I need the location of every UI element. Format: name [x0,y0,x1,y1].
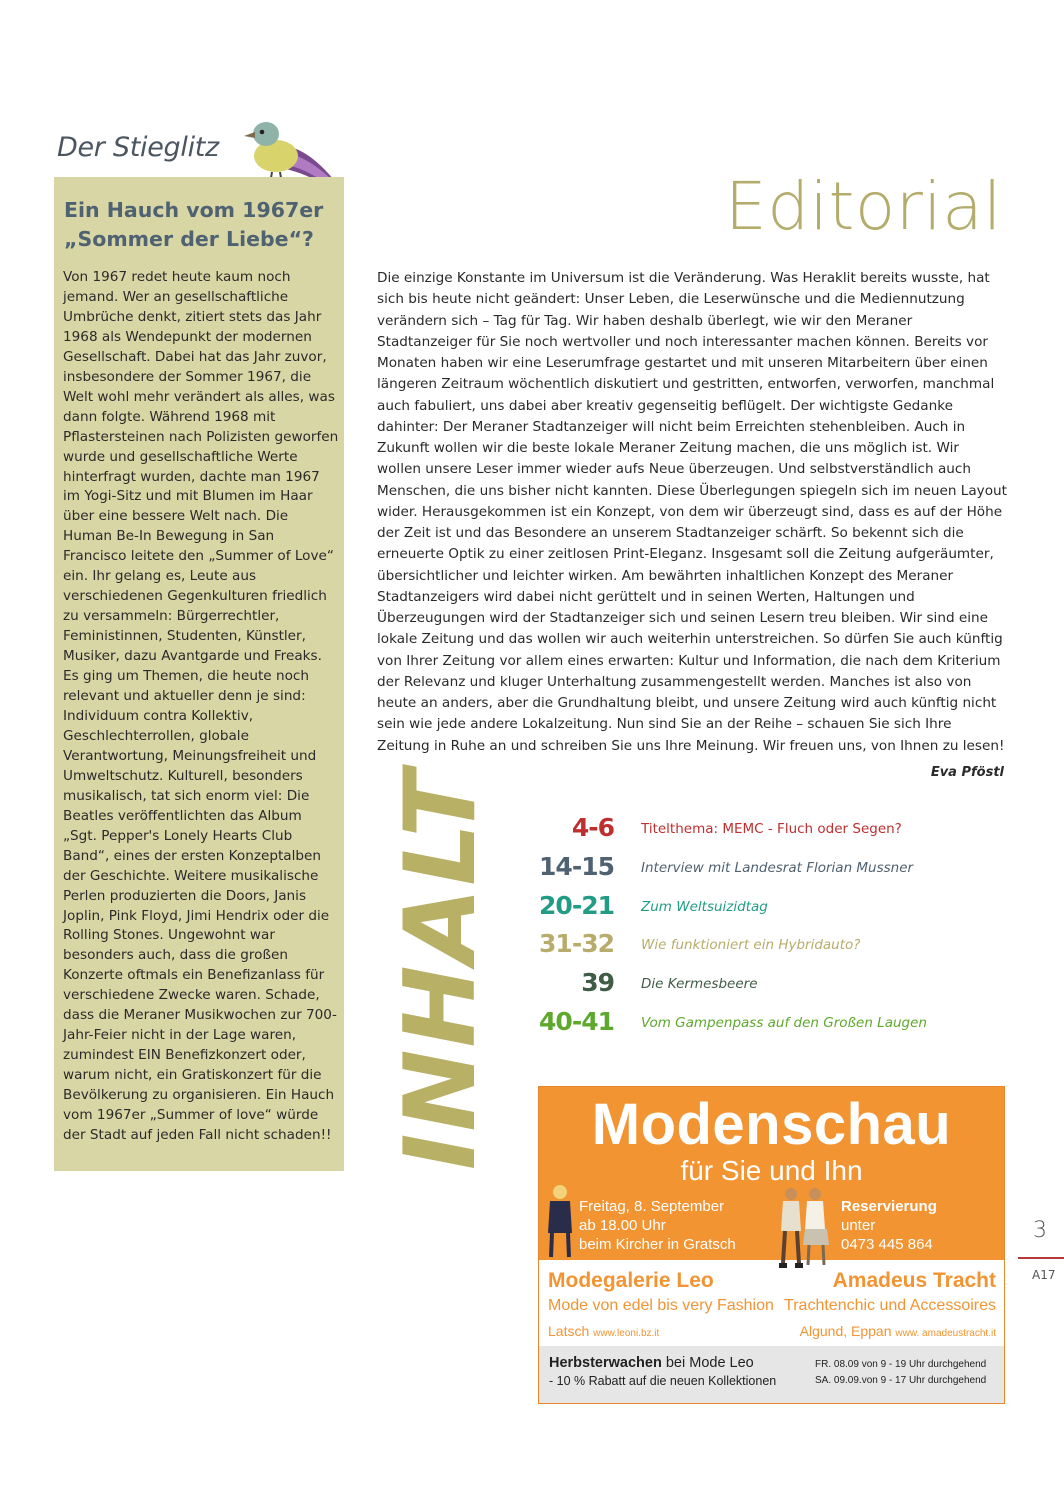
store-town: Latsch [548,1323,590,1339]
column-body: Von 1967 redet heute kaum noch jemand. Wer an gesellschaftliche Umbrüche denkt, zitiert stets das Jahr 1968 als Wendepunkt der modernen Gesellschaft. Dabei hat das Jahr zuvor, insbesondere der Sommer 1967, die Welt wohl mehr verändert als alles, was dann folgte. Während 1968 mit Pflastersteinen nach Polizisten geworfen wurde und gesellschaftliche Werte hinterfragt wurden, dachte man 1967 im Yogi-Sitz und mit Blumen im Haar über eine bessere Welt nach. Die Human Be-In Bewegung in San Francisco leitete den „Summer of Love“ ein. Ihr gelang es, Leute aus verschiedenen Gegenkulturen friedlich zu versammeln: Bürgerrechtler, Feministinnen, Studenten, Künstler, Musiker, dazu Avantgarde und Freaks. Es ging um Themen, die heute noch relevant und aktueller denn je sind: Individuum contra Kollektiv, Geschlechterrollen, globale Verantwortung, Meinungsfreiheit und Umweltschutz. Kulturell, besonders musikalisch, tat sich enorm viel: Die Beatles veröffentlichten das Album „Sgt. Pepper's Lonely Hearts Club Band“, eines der ersten Konzeptalben der Geschichte. Weitere musikalische Perlen produzierten die Doors, Janis Joplin, Pink Floyd, Jimi Hendrix oder die Rolling Stones. Ungewohnt war besonders auch, dass die großen Konzerte oftmals ein Benefizanlass für verschiedene Zwecke waren. Schade, dass die Meraner Musikwochen zur 700-Jahr-Feier nicht in der Lage waren, zumindest EIN Benefizkonzert oder, warum nicht, ein Gratiskonzert für die Bevölkerung zu organisieren. Ein Hauch vom 1967er „Summer of love“ würde der Stadt auf jeden Fall nicht schaden!! [63,269,339,1143]
ad-hours-saturday: SA. 09.09.von 9 - 17 Uhr durchgehend [815,1375,987,1386]
promo-rest: bei Mode Leo [661,1355,754,1371]
toc-pages: 14-15 [539,852,614,881]
ad-hours-friday: FR. 08.09 von 9 - 19 Uhr durchgehend [815,1359,987,1370]
ad-reservation-label: Reservierung [841,1198,937,1215]
page-divider [1018,1257,1064,1259]
toc-label: Zum Weltsuizidtag [641,899,768,915]
fashion-show-ad[interactable] [538,1086,1005,1404]
toc-pages: 20-21 [539,891,614,920]
store-tagline-amadeus: Trachtenchic und Accessoires [784,1297,996,1314]
toc-label: Wie funktioniert ein Hybridauto? [641,937,861,953]
store-location-amadeus [800,1323,996,1339]
ad-time-line: ab 18.00 Uhr [579,1217,666,1234]
couple-figure-icon [771,1185,835,1275]
editorial-body: Die einzige Konstante im Universum ist die Veränderung. Was Heraklit bereits wusste, hat sich bis heute nicht geändert: Unser Leben, die Leserwünsche und die Mediennutzung verändern sich – Tag für Tag. Wir haben deshalb überlegt, wie wir den Meraner Stadtanzeiger für Sie noch wertvoller und noch interessanter machen können. Bereits vor Monaten haben wir eine Leserumfrage gestartet und mit unseren Mitarbeitern über einen längeren Zeitraum wöchentlich diskutiert und gestritten, entworfen, verworfen, manchmal auch fabuliert, uns dabei aber kreativ gegenseitig beflügelt. Der wichtigste Gedanke dahinter: Der Meraner Stadtanzeiger will nicht beim Erreichten stehenbleiben. Auch in Zukunft wollen wir die beste lokale Meraner Zeitung machen, die uns möglich ist. Wir wollen unsere Leser immer wieder aufs Neue überzeugen. Und selbstverständlich auch Menschen, die uns bisher nicht kannten. Diese Überlegungen spiegeln sich im neuen Layout wider. Herausgekommen ist ein Konzept, von dem wir überzeugt sind, dass es auf der Höhe der Zeit ist und das Besondere an unserem Stadtanzeiger schärft. So bekennt sich die erneuerte Optik zu einer zeitlosen Print-Eleganz. Insgesamt soll die Zeitung aufgeräumter, übersichtlicher und leichter wirken. Am bewährten inhaltlichen Konzept des Meraner Stadtanzeigers wird dabei nicht gerüttelt und in seinen Werten, Haltungen und Überzeugungen wird der Stadtanzeiger sich und seinen Lesern treu bleiben. Wir sind eine lokale Zeitung und das wollen wir auch weiterhin unterstreichen. So dürfen Sie auch künftig von Ihrer Zeitung vor allem eines erwarten: Kultur und Information, die nach dem Kriterium der Relevanz und kluger Unterhaltung zusammengestellt werden. Manches ist also von heute an anders, aber die Grundhaltung bleibt, und unsere Zeitung wird auch künftig nicht sein wie jede andere Lokalzeitung. Nun sind Sie an der Reihe – schauen Sie sich Ihre Zeitung in Ruhe an und schreiben Sie uns Ihre Meinung. Wir freuen uns, von Ihnen zu lesen! [377,270,1007,754]
column-heading: Ein Hauch vom 1967er „Sommer der Liebe“? [64,198,324,251]
toc-pages: 39 [581,968,614,997]
store-tagline-leo: Mode von edel bis very Fashion [548,1297,774,1314]
ad-reservation [841,1197,937,1254]
toc-pages: 40-41 [539,1007,614,1036]
toc-label: Die Kermesbeere [641,976,758,992]
store-name-leo: Modegalerie Leo [548,1269,714,1292]
editorial-author: Eva Pföstl [930,765,1004,780]
toc-item[interactable] [500,1007,1000,1043]
toc-label: Titelthema: MEMC - Fluch oder Segen? [641,821,902,837]
toc-pages: 31-32 [539,929,614,958]
edition-code: A17 [1032,1268,1056,1282]
ad-title: Modenschau [591,1092,952,1157]
toc-item[interactable] [500,929,1000,965]
ad-venue-line: beim Kircher in Gratsch [579,1236,736,1253]
toc-label: Interview mit Landesrat Florian Mussner [641,860,914,876]
ad-subtitle: für Sie und Ihn [680,1155,863,1186]
ad-event-date [579,1197,736,1254]
ad-promo-title [549,1355,754,1371]
ad-date-line: Freitag, 8. September [579,1198,725,1215]
store-name-amadeus: Amadeus Tracht [832,1269,996,1292]
ad-phone: 0473 445 864 [841,1236,933,1253]
store-town: Algund, Eppan [799,1323,892,1339]
editorial-title: Editorial [725,168,1002,245]
toc-label: Vom Gampenpass auf den Großen Laugen [641,1015,927,1031]
toc-item[interactable] [500,813,1000,849]
toc-item[interactable] [500,891,1000,927]
toc-item[interactable] [500,968,1000,1004]
ad-reservation-under: unter [841,1217,876,1234]
column-kicker: Der Stieglitz [57,132,219,163]
toc-pages: 4-6 [571,813,614,842]
ad-promo-discount: - 10 % Rabatt auf die neuen Kollektionen [549,1374,777,1388]
model-figure-icon [543,1183,577,1261]
store-website-link[interactable]: www.leoni.bz.it [593,1328,660,1339]
store-website-link[interactable]: www. amadeustracht.it [895,1328,996,1339]
page-number: 3 [1033,1218,1047,1243]
inhalt-heading: INHALT [384,768,498,1170]
toc-item[interactable] [500,852,1000,888]
store-location-leo [548,1323,659,1339]
promo-bold: Herbsterwachen [549,1355,662,1371]
